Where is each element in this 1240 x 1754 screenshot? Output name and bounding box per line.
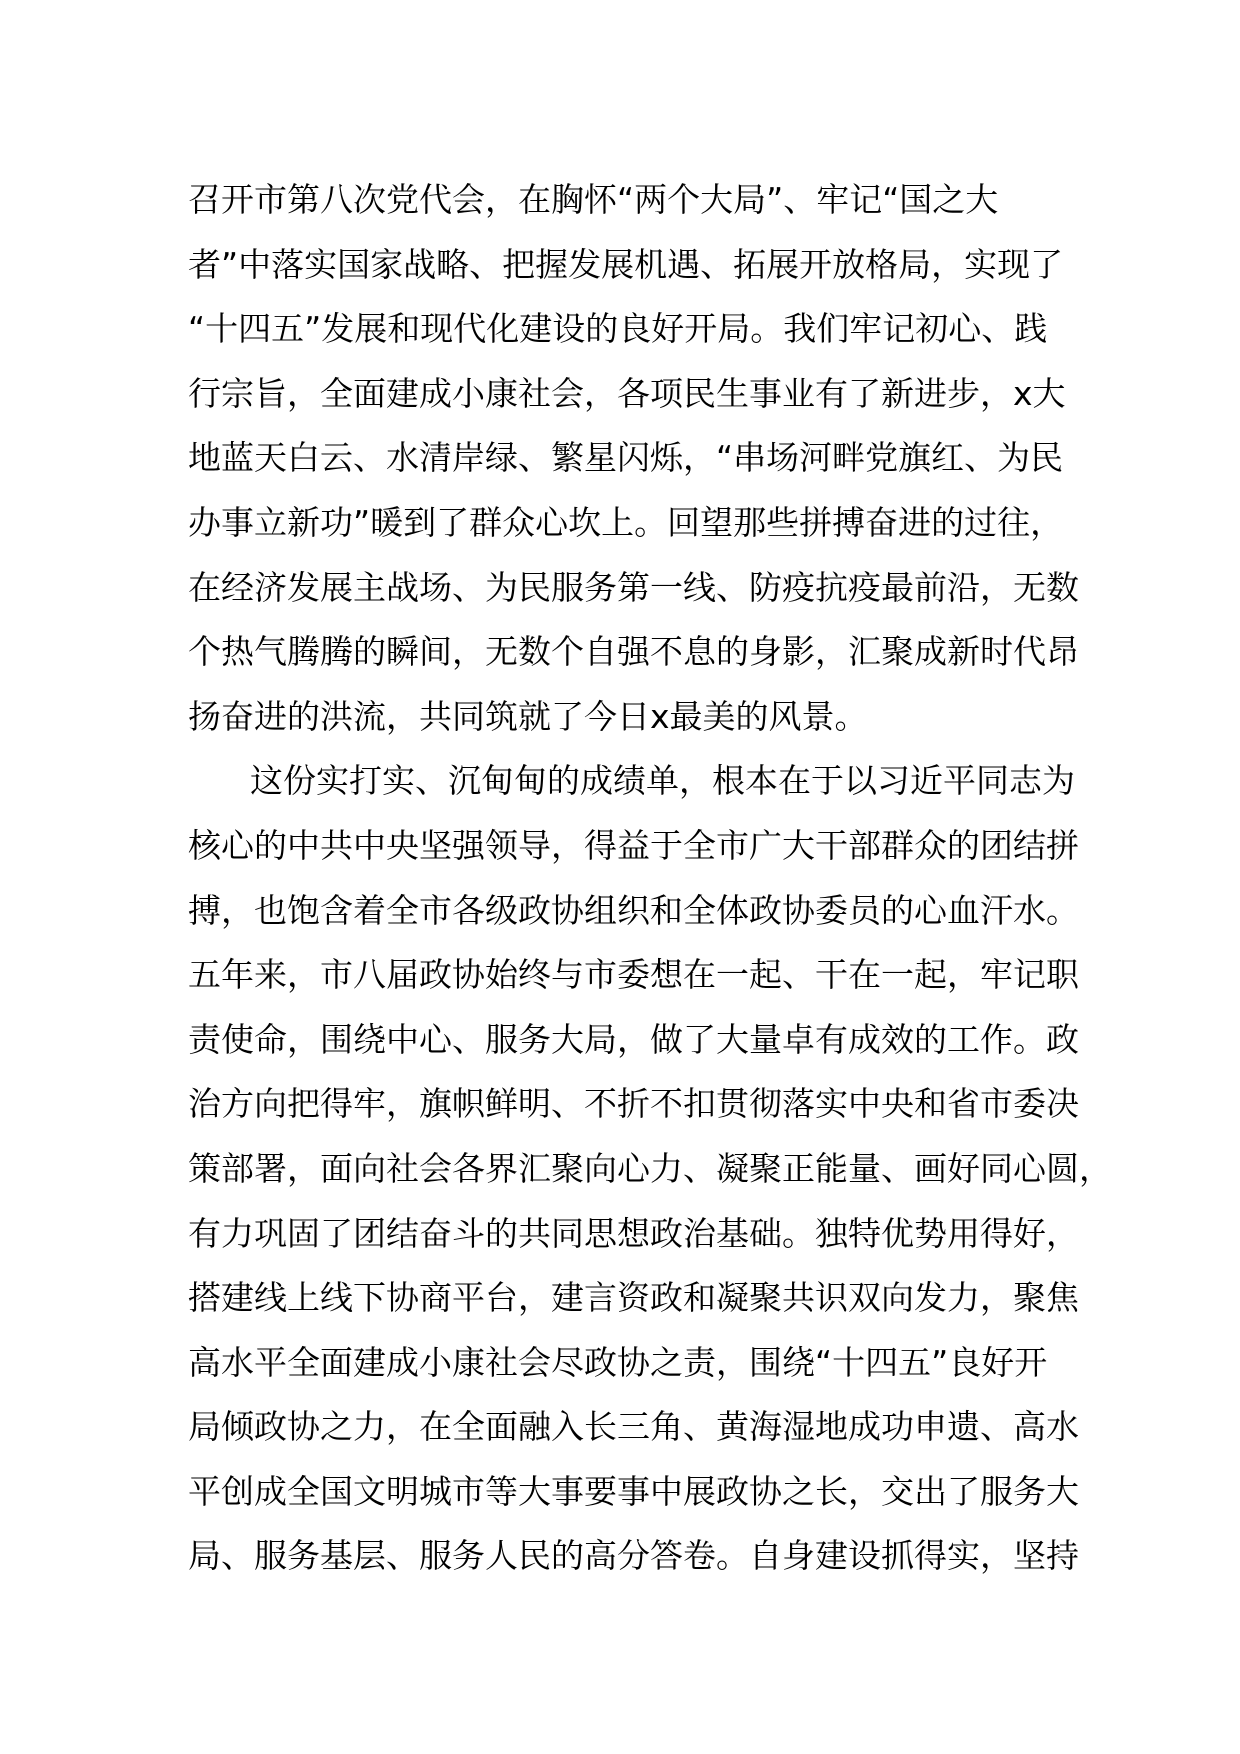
text-line: 召开市第八次党代会，在胸怀“两个大局”、牢记“国之大 [188,180,999,219]
text-line: 在经济发展主战场、为民服务第一线、防疫抗疫最前沿，无数 [188,567,1079,607]
text-line: 行宗旨，全面建成小康社会，各项民生事业有了新进步，x大 [188,373,1066,413]
text-line: 者”中落实国家战略、把握发展机遇、拓展开放格局，实现了 [188,244,1064,284]
text-line: 治方向把得牢，旗帜鲜明、不折不扣贯彻落实中央和省市委决 [188,1084,1079,1124]
text-line: 平创成全国文明城市等大事要事中展政协之长，交出了服务大 [188,1471,1079,1511]
text-line: 有力巩固了团结奋斗的共同思想政治基础。独特优势用得好， [188,1213,1079,1253]
text-line: 核心的中共中央坚强领导，得益于全市广大干部群众的团结拼 [188,825,1079,865]
text-line: 搭建线上线下协商平台，建言资政和凝聚共识双向发力，聚焦 [188,1278,1079,1318]
text-line: 局、服务基层、服务人民的高分答卷。自身建设抓得实，坚持 [188,1536,1079,1576]
text-line: 责使命，围绕中心、服务大局，做了大量卓有成效的工作。政 [188,1019,1079,1059]
text-line: 办事立新功”暖到了群众心坎上。回望那些拼搏奋进的过往， [188,502,1064,542]
text-line: 高水平全面建成小康社会尽政协之责，围绕“十四五”良好开 [188,1342,1048,1382]
text-line: 地蓝天白云、水清岸绿、繁星闪烁，“串场河畔党旗红、为民 [188,438,1064,478]
text-line: 扬奋进的洪流，共同筑就了今日x最美的风景。 [188,696,868,736]
text-line: 策部署，面向社会各界汇聚向心力、凝聚正能量、画好同心圆， [188,1148,1112,1188]
paragraph-first-line: 这份实打实、沉甸甸的成绩单，根本在于以习近平同志为 [250,761,1075,801]
text-line: “十四五”发展和现代化建设的良好开局。我们牢记初心、践 [188,309,1048,349]
text-line: 五年来，市八届政协始终与市委想在一起、干在一起，牢记职 [188,955,1079,995]
text-line: 局倾政协之力，在全面融入长三角、黄海湿地成功申遗、高水 [188,1407,1079,1447]
body-text [188,168,1112,1589]
text-line: 个热气腾腾的瞬间，无数个自强不息的身影，汇聚成新时代昂 [188,632,1079,672]
text-line: 搏，也饱含着全市各级政协组织和全体政协委员的心血汗水。 [188,890,1079,930]
